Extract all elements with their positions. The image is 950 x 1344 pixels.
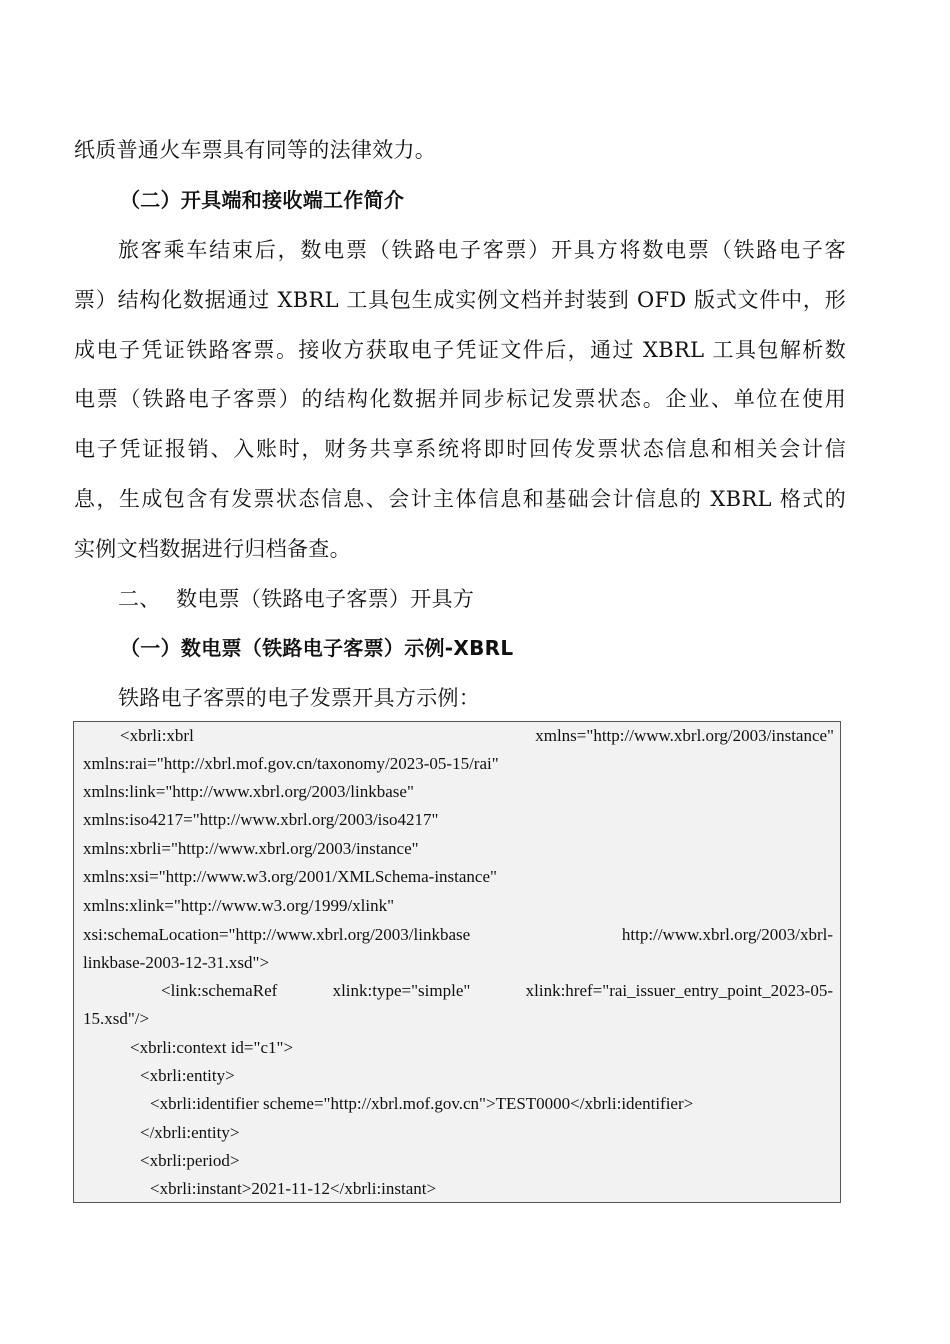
code-line-4: xmlns:iso4217="http://www.xbrl.org/2003/iso4217" <box>83 810 439 829</box>
paragraph-line: 电票（铁路电子客票）的结构化数据并同步标记发票状态。企业、单位在使用 <box>74 387 846 411</box>
code-line-5: xmlns:xbrli="http://www.xbrl.org/2003/instance" <box>83 839 419 858</box>
section-number: 二、 <box>118 587 161 611</box>
code-token: <xbrli:xbrl <box>120 726 194 745</box>
code-example-box <box>73 721 841 1203</box>
code-line-6: xmlns:xsi="http://www.w3.org/2001/XMLSchema-instance" <box>83 867 497 886</box>
code-token: xlink:href="rai_issuer_entry_point_2023-05- <box>525 981 833 1000</box>
paragraph-line: 电子凭证报销、入账时，财务共享系统将即时回传发票状态信息和相关会计信 <box>74 437 846 461</box>
paragraph-line: 旅客乘车结束后，数电票（铁路电子客票）开具方将数电票（铁路电子客 <box>118 238 846 262</box>
paragraph-continuation: 纸质普通火车票具有同等的法律效力。 <box>74 138 437 162</box>
code-line-3: xmlns:link="http://www.xbrl.org/2003/linkbase" <box>83 782 414 801</box>
code-line-13: <xbrli:entity> <box>140 1066 235 1085</box>
code-line-11: 15.xsd"/> <box>83 1009 150 1028</box>
code-line-9: linkbase-2003-12-31.xsd"> <box>83 953 270 972</box>
code-line-17: <xbrli:instant>2021-11-12</xbrli:instant> <box>150 1179 437 1198</box>
code-token: xmlns="http://www.xbrl.org/2003/instance" <box>535 726 834 745</box>
code-line-16: <xbrli:period> <box>140 1151 240 1170</box>
paragraph-line: 息，生成包含有发票状态信息、会计主体信息和基础会计信息的 XBRL 格式的 <box>74 487 846 511</box>
code-line-2: xmlns:rai="http://xbrl.mof.gov.cn/taxonomy/2023-05-15/rai" <box>83 754 499 773</box>
subsection-heading-work-intro: （二）开具端和接收端工作简介 <box>120 188 405 212</box>
section-title: 数电票（铁路电子客票）开具方 <box>176 587 475 611</box>
code-line-8 <box>83 924 833 946</box>
code-line-7: xmlns:xlink="http://www.w3.org/1999/xlink" <box>83 896 395 915</box>
paragraph-line: 实例文档数据进行归档备查。 <box>74 537 351 561</box>
example-intro: 铁路电子客票的电子发票开具方示例： <box>118 686 481 710</box>
code-token: xlink:type="simple" <box>332 981 471 1000</box>
code-line-1 <box>120 725 834 747</box>
paragraph-line: 成电子凭证铁路客票。接收方获取电子凭证文件后，通过 XBRL 工具包解析数 <box>74 338 846 362</box>
code-token: <link:schemaRef <box>161 981 278 1000</box>
code-line-12: <xbrli:context id="c1"> <box>130 1038 294 1057</box>
code-line-10 <box>161 980 833 1002</box>
subsection-heading-example: （一）数电票（铁路电子客票）示例-XBRL <box>120 636 514 660</box>
code-line-14: <xbrli:identifier scheme="http://xbrl.mof.gov.cn">TEST0000</xbrli:identifier> <box>150 1094 694 1113</box>
code-line-15: </xbrli:entity> <box>140 1123 240 1142</box>
paragraph-line: 票）结构化数据通过 XBRL 工具包生成实例文档并封装到 OFD 版式文件中，形 <box>74 288 846 312</box>
code-token: xsi:schemaLocation="http://www.xbrl.org/2003/linkbase <box>83 925 471 944</box>
code-token: http://www.xbrl.org/2003/xbrl- <box>621 925 833 944</box>
